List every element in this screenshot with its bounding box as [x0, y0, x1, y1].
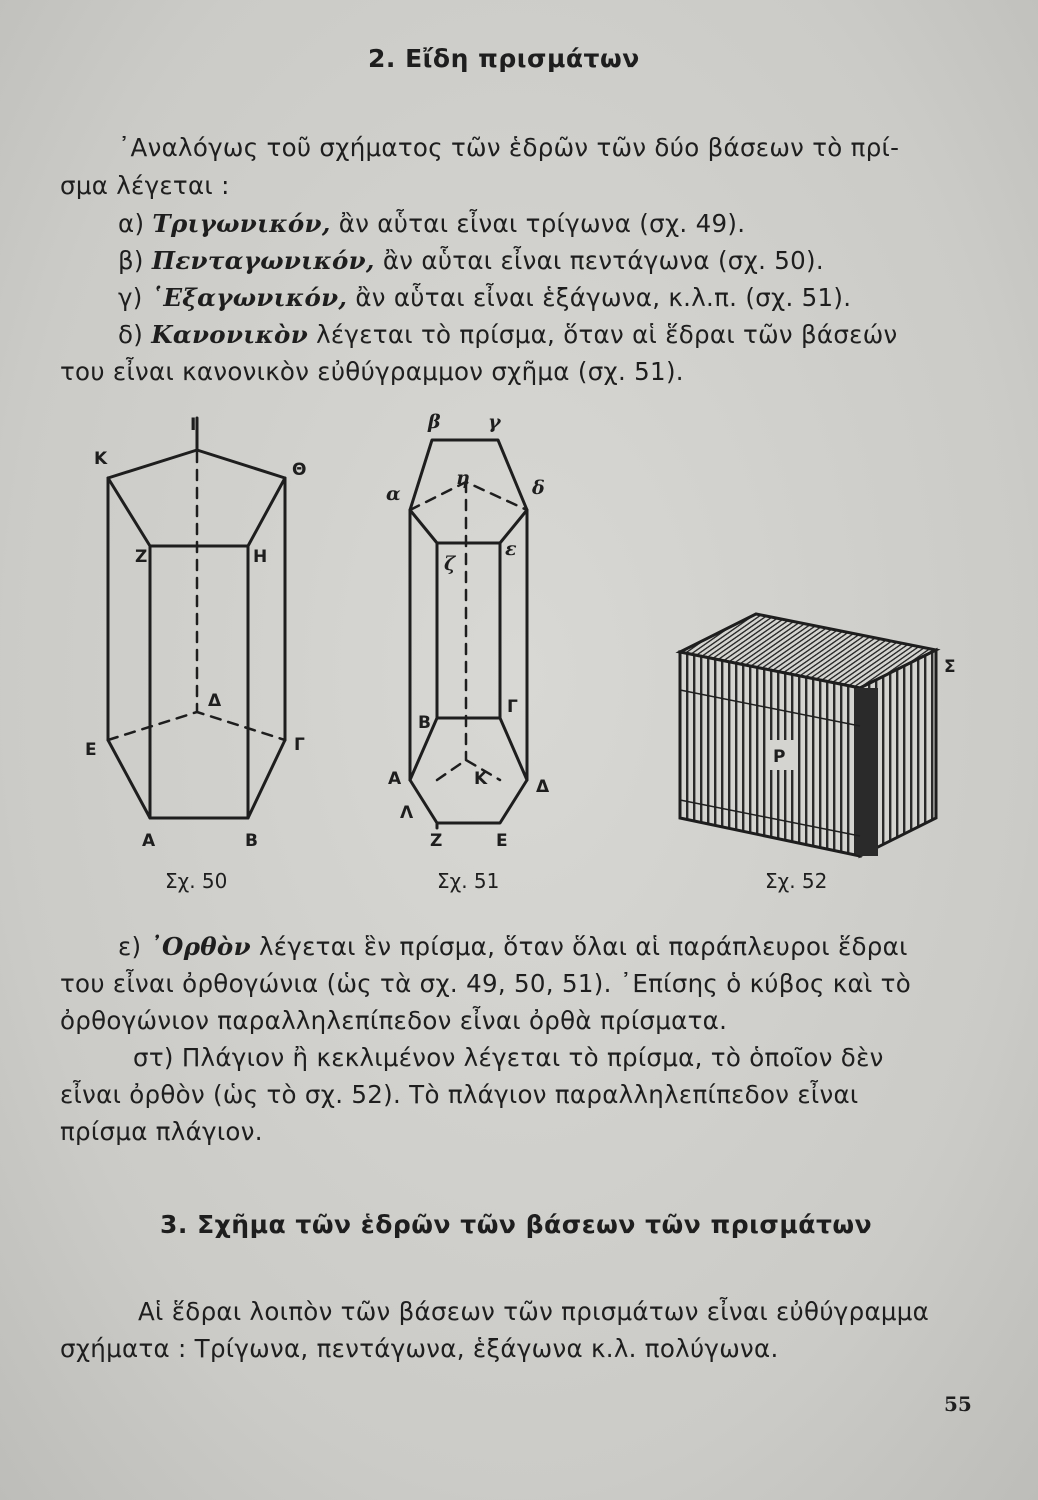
term-hexagonal: ῾Εξαγωνικόν,	[150, 283, 348, 312]
list-marker: α)	[118, 209, 145, 238]
term-regular: Κανονικὸν	[151, 320, 308, 349]
label-Delta: Δ	[536, 777, 550, 797]
caption-fig-52: Σχ. 52	[765, 869, 828, 893]
label-zeta: ζ	[444, 553, 456, 575]
term-triangular: Τριγωνικόν,	[152, 209, 331, 238]
label-I: I	[190, 415, 197, 435]
label-Gamma: Γ	[294, 735, 305, 755]
term-pentagonal: Πενταγωνικόν,	[151, 246, 375, 275]
list-marker: ε)	[118, 932, 142, 961]
label-E: E	[85, 740, 97, 760]
label-B: B	[245, 831, 258, 851]
page-number: 55	[944, 1392, 972, 1416]
section-3-line-1: Αἱ ἕδραι λοιπὸν τῶν βάσεων τῶν πρισμάτων εἶναι εὐθύγραμμα	[138, 1297, 930, 1326]
list-text: λέγεται ἓν πρίσμα, ὅταν ὅλαι αἱ παράπλευροι ἕδραι	[250, 932, 908, 961]
epsilon-line-3: ὀρθογώνιον παραλληλεπίπεδον εἶναι ὀρθὰ πρίσματα.	[60, 1006, 728, 1035]
intro-line-2: σμα λέγεται :	[60, 171, 230, 200]
section-3-title: 3. Σχῆμα τῶν ἑδρῶν τῶν βάσεων τῶν πρισμάτων	[160, 1210, 873, 1239]
label-Lambda: Λ	[400, 803, 414, 823]
list-text: ἂν αὗται εἶναι πεντάγωνα (σχ. 50).	[374, 246, 824, 275]
label-Sigma: Σ	[944, 657, 956, 677]
section-2-title: 2. Εἴδη πρισμάτων	[368, 44, 640, 73]
label-K: K	[474, 769, 488, 789]
list-text: ἂν αὗται εἶναι τρίγωνα (σχ. 49).	[330, 209, 746, 238]
st-line-2: εἶναι ὀρθὸν (ὡς τὸ σχ. 52). Τὸ πλάγιον παραλληλεπίπεδον εἶναι	[60, 1080, 859, 1109]
label-A: A	[142, 831, 156, 851]
intro-line-1: ᾿Αναλόγως τοῦ σχήματος τῶν ἑδρῶν τῶν δύο βάσεων τὸ πρί-	[118, 133, 900, 162]
label-B: B	[418, 713, 431, 733]
figure-52-oblique-box	[680, 614, 936, 856]
label-eta: η	[456, 467, 470, 489]
list-marker: β)	[118, 246, 144, 275]
st-line-1: στ) Πλάγιον ἢ κεκλιμένον λέγεται τὸ πρίσμα, τὸ ὁποῖον δὲν	[133, 1043, 884, 1072]
label-A: A	[388, 769, 402, 789]
list-text: λέγεται τὸ πρίσμα, ὅταν αἱ ἕδραι τῶν βάσεών	[308, 320, 898, 349]
caption-fig-51: Σχ. 51	[437, 869, 500, 893]
label-gamma: γ	[488, 411, 501, 433]
label-Gamma: Γ	[507, 697, 518, 717]
figure-50-pentagonal-prism	[108, 418, 285, 818]
epsilon-line-2: του εἶναι ὀρθογώνια (ὡς τὰ σχ. 49, 50, 51). ᾿Επίσης ὁ κύβος καὶ τὸ	[60, 969, 911, 998]
st-line-3: πρίσμα πλάγιον.	[60, 1117, 263, 1146]
label-K: K	[94, 449, 108, 469]
label-H: H	[253, 547, 268, 567]
label-delta: δ	[532, 477, 545, 499]
label-Z: Z	[430, 831, 443, 851]
label-alpha: α	[386, 483, 401, 505]
figure-51-hexagonal-prism	[410, 440, 527, 828]
label-Theta: Θ	[292, 460, 307, 480]
list-marker: γ)	[118, 283, 143, 312]
label-beta: β	[428, 411, 441, 433]
label-Delta: Δ	[208, 691, 222, 711]
delta-line-2: του εἶναι κανονικὸν εὐθύγραμμον σχῆμα (σχ. 51).	[60, 357, 684, 386]
label-P: P	[773, 747, 786, 767]
term-right: ᾿Ορθὸν	[149, 932, 251, 961]
label-Z: Z	[135, 547, 148, 567]
label-E: E	[496, 831, 508, 851]
caption-fig-50: Σχ. 50	[165, 869, 228, 893]
list-marker: δ)	[118, 320, 144, 349]
list-item-epsilon	[118, 932, 908, 961]
list-text: ἂν αὗται εἶναι ἑξάγωνα, κ.λ.π. (σχ. 51).	[347, 283, 852, 312]
section-3-line-2: σχήματα : Τρίγωνα, πεντάγωνα, ἑξάγωνα κ.λ. πολύγωνα.	[60, 1334, 779, 1363]
label-epsilon: ε	[505, 538, 517, 560]
